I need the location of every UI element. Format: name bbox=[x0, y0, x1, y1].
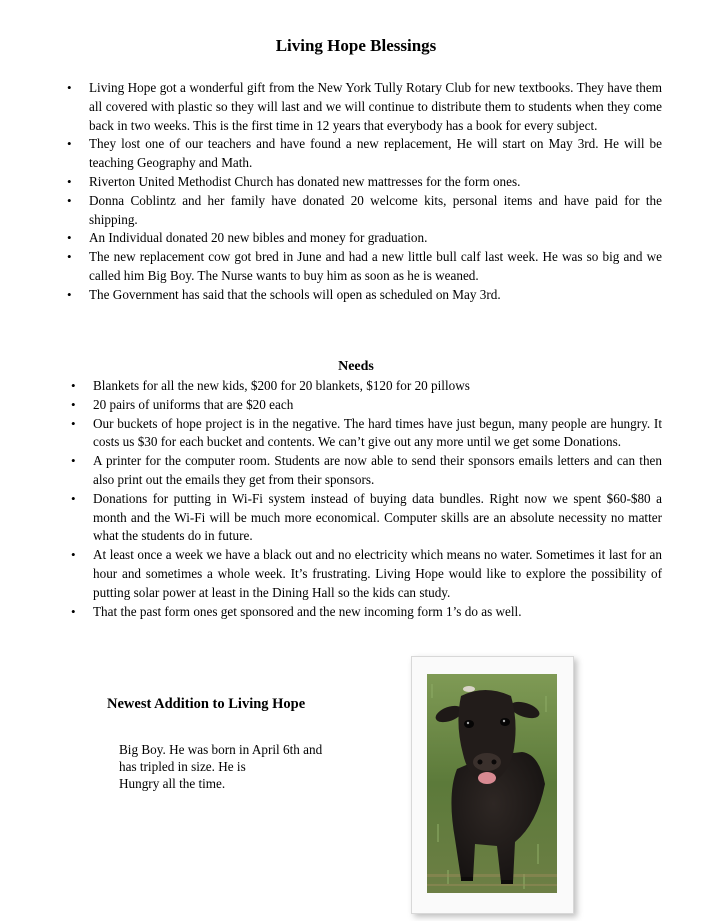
list-item: • That the past form ones get sponsored and the new incoming form 1’s do as well. bbox=[93, 603, 662, 622]
page-title: Living Hope Blessings bbox=[275, 36, 437, 55]
list-item: • Donations for putting in Wi-Fi system instead of buying data bundles. Right now we spent $60-$80 a month and the Wi-Fi will be much more economical. Computer skills are an absolute necessity no matter what the students do in future. bbox=[71, 490, 662, 544]
needs-heading: Needs bbox=[338, 359, 374, 374]
bullet: • bbox=[67, 80, 72, 95]
newest-addition-heading: Newest Addition to Living Hope bbox=[107, 696, 306, 712]
calf-photo bbox=[427, 674, 557, 893]
caption-line: has tripled in size. He is bbox=[119, 759, 246, 774]
caption-line: Big Boy. He was born in April 6th and bbox=[119, 742, 323, 757]
bullet: • bbox=[71, 415, 76, 431]
list-item: • Blankets for all the new kids, $200 for 20 blankets, $120 for 20 pillows bbox=[93, 377, 662, 396]
bullet: • bbox=[71, 453, 76, 469]
list-item: • 20 pairs of uniforms that are $20 each bbox=[93, 396, 662, 415]
list-item: • The Government has said that the schools will open as scheduled on May 3rd. bbox=[89, 286, 662, 305]
bullet: • bbox=[67, 249, 72, 265]
list-item: • Our buckets of hope project is in the negative. The hard times have just begun, many people are hungry. It costs us $30 for each bucket and contents. We can’t give out any more until we get some Donations. bbox=[71, 415, 662, 450]
bullet: • bbox=[71, 378, 76, 393]
needs-list bbox=[71, 377, 662, 621]
list-item: • At least once a week we have a black out and no electricity which means no water. Sometimes it last for an hour and sometimes a whole week. It’s frustrating. Living Hope would like to explore the possibility of putting solar power at least in the Dining Hall so the kids can study. bbox=[71, 547, 662, 600]
bullet: • bbox=[71, 490, 76, 506]
caption-line: Hungry all the time. bbox=[119, 776, 226, 791]
list-item: • A printer for the computer room. Students are now able to send their sponsors emails letters and can then also print out the emails they get from their sponsors. bbox=[71, 453, 662, 487]
bullet: • bbox=[67, 192, 72, 208]
blessings-list bbox=[67, 79, 662, 305]
list-item: • Riverton United Methodist Church has donated new mattresses for the form ones. bbox=[89, 173, 662, 192]
list-item: • Donna Coblintz and her family have donated 20 welcome kits, personal items and have paid for the shipping. bbox=[67, 192, 662, 227]
bullet: • bbox=[67, 230, 72, 246]
bullet: • bbox=[71, 396, 76, 412]
newest-addition-caption bbox=[119, 741, 354, 792]
list-item: • An Individual donated 20 new bibles and money for graduation. bbox=[89, 229, 662, 248]
list-item: • Living Hope got a wonderful gift from the New York Tully Rotary Club for new textbooks. They have them all covered with plastic so they will last and we will continue to distribute them to students when they come back in two weeks. This is the first time in 12 years that everybody has a book for every subject. bbox=[67, 80, 662, 133]
bullet: • bbox=[67, 286, 72, 302]
bullet: • bbox=[71, 547, 76, 563]
bullet: • bbox=[71, 603, 76, 619]
calf-photo-frame bbox=[411, 656, 574, 914]
bullet: • bbox=[67, 136, 72, 152]
calf-illustration bbox=[427, 674, 557, 893]
list-item: • They lost one of our teachers and have found a new replacement, He will start on May 3rd. He will be teaching Geography and Math. bbox=[67, 136, 662, 171]
list-item: • The new replacement cow got bred in June and had a new little bull calf last week. He was so big and we called him Big Boy. The Nurse wants to buy him as soon as he is weaned. bbox=[67, 249, 662, 283]
bullet: • bbox=[67, 173, 72, 189]
